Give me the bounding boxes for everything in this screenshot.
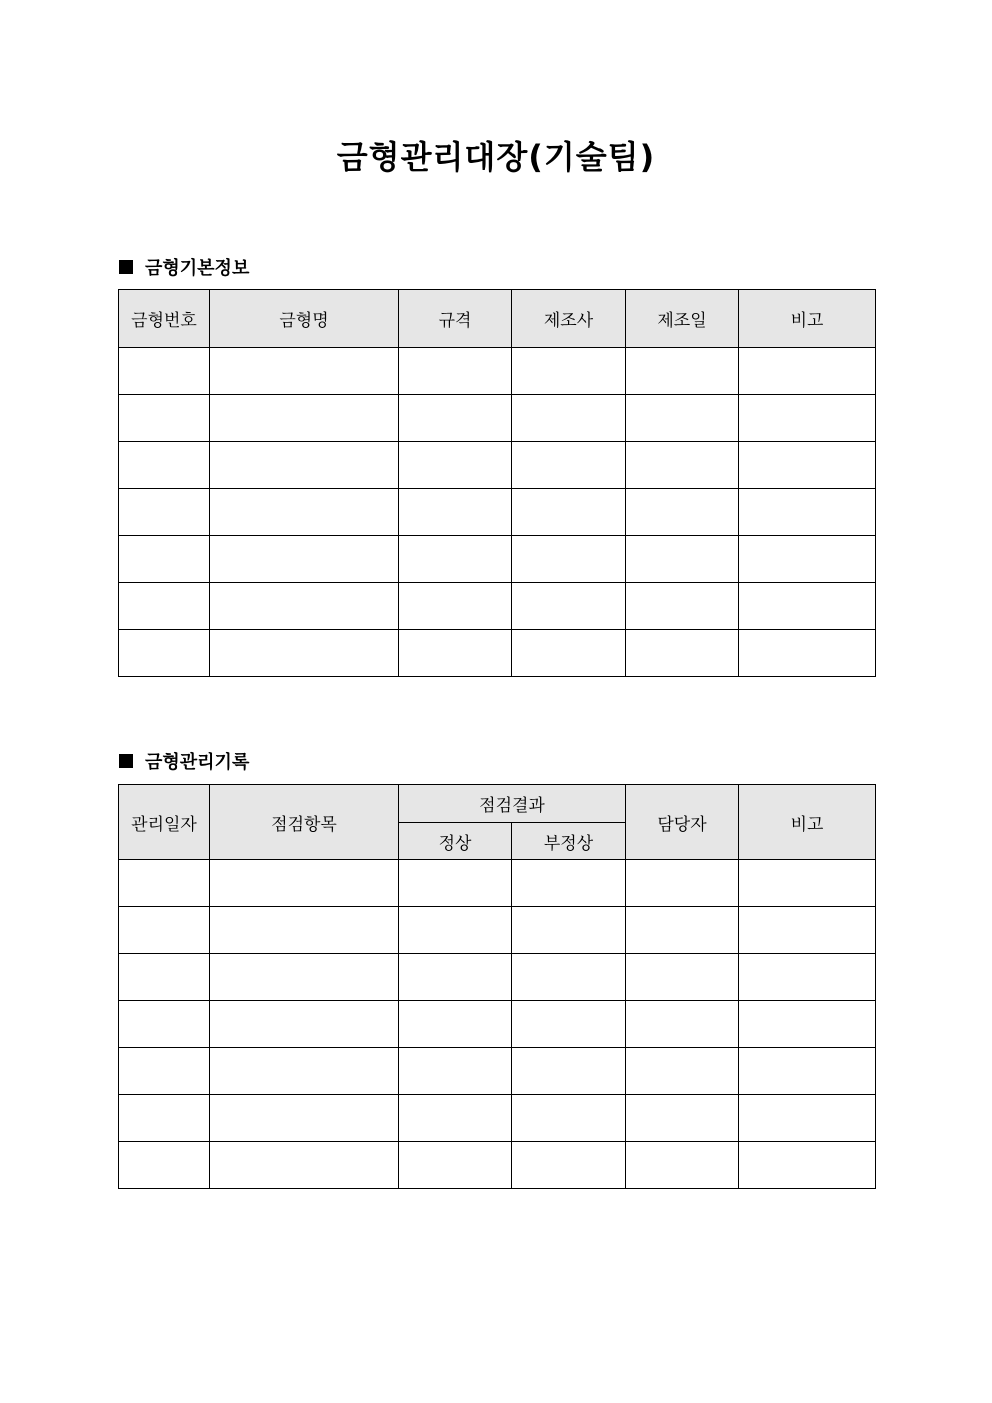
table-cell[interactable] [626,907,739,954]
table-cell[interactable] [399,860,512,907]
table-row [119,1001,876,1048]
table-cell[interactable] [210,536,399,583]
table-cell[interactable] [512,583,626,630]
header-note: 비고 [739,290,876,348]
table-cell[interactable] [512,536,626,583]
table-row [119,489,876,536]
table-cell[interactable] [210,1048,399,1095]
table-row [119,954,876,1001]
table-cell[interactable] [739,489,876,536]
table-cell[interactable] [739,1048,876,1095]
table-cell[interactable] [626,1001,739,1048]
square-bullet-icon [119,260,133,274]
table-cell[interactable] [739,395,876,442]
table-cell[interactable] [626,583,739,630]
table-row [119,348,876,395]
table-cell[interactable] [210,1142,399,1189]
table-cell[interactable] [210,1001,399,1048]
table-cell[interactable] [399,583,512,630]
table-cell[interactable] [512,630,626,677]
management-record-table [118,784,876,1189]
table-cell[interactable] [210,907,399,954]
table-cell[interactable] [512,489,626,536]
table-cell[interactable] [119,630,210,677]
table-cell[interactable] [119,1095,210,1142]
table-row [119,395,876,442]
table-cell[interactable] [739,583,876,630]
table-cell[interactable] [119,860,210,907]
header-spec: 규격 [399,290,512,348]
table-cell[interactable] [119,907,210,954]
table-row [119,442,876,489]
table-cell[interactable] [210,395,399,442]
table-cell[interactable] [119,536,210,583]
table-row [119,1048,876,1095]
header-inspection-result: 점검결과 [399,785,626,823]
header-mold-name: 금형명 [210,290,399,348]
table-cell[interactable] [119,954,210,1001]
table-cell[interactable] [512,442,626,489]
table-cell[interactable] [399,395,512,442]
table-row [119,860,876,907]
table-cell[interactable] [739,860,876,907]
table-row [119,583,876,630]
table-row [119,630,876,677]
table-cell[interactable] [399,1142,512,1189]
table-cell[interactable] [119,489,210,536]
table-cell[interactable] [210,348,399,395]
table-cell[interactable] [512,1001,626,1048]
table-cell[interactable] [119,583,210,630]
table-cell[interactable] [626,954,739,1001]
table-cell[interactable] [626,1095,739,1142]
table-cell[interactable] [512,1095,626,1142]
table-cell[interactable] [626,1142,739,1189]
table-cell[interactable] [210,630,399,677]
table-cell[interactable] [119,442,210,489]
header-note: 비고 [739,785,876,860]
table-cell[interactable] [512,954,626,1001]
table-cell[interactable] [210,489,399,536]
header-manufacture-date: 제조일 [626,290,739,348]
table-cell[interactable] [119,1048,210,1095]
table-cell[interactable] [399,907,512,954]
table-cell[interactable] [739,442,876,489]
table-cell[interactable] [512,1142,626,1189]
table-cell[interactable] [626,536,739,583]
table-cell[interactable] [119,348,210,395]
section-heading-label: 금형관리기록 [145,752,250,773]
table-header-row [119,290,876,348]
table-cell[interactable] [626,1048,739,1095]
table-row [119,1142,876,1189]
square-bullet-icon [119,754,133,768]
table-cell[interactable] [399,442,512,489]
table-cell[interactable] [626,442,739,489]
section-heading-basic-info [119,254,249,280]
table-cell[interactable] [512,860,626,907]
table-cell[interactable] [739,348,876,395]
table-cell[interactable] [739,1142,876,1189]
table-cell[interactable] [399,536,512,583]
table-cell[interactable] [119,395,210,442]
table-row [119,1095,876,1142]
header-abnormal: 부정상 [512,823,626,860]
table-cell[interactable] [626,348,739,395]
table-cell[interactable] [626,860,739,907]
table-cell[interactable] [210,442,399,489]
header-manager: 담당자 [626,785,739,860]
table-cell[interactable] [626,395,739,442]
table-cell[interactable] [399,630,512,677]
table-row [119,536,876,583]
table-cell[interactable] [739,1095,876,1142]
table-cell[interactable] [210,1095,399,1142]
table-cell[interactable] [399,1095,512,1142]
header-inspection-item: 점검항목 [210,785,399,860]
table-cell[interactable] [739,630,876,677]
table-cell[interactable] [739,1001,876,1048]
document-title: 금형관리대장(기술팀) [336,138,656,176]
basic-info-table [118,289,876,677]
header-mold-number: 금형번호 [119,290,210,348]
table-cell[interactable] [119,1142,210,1189]
table-header-row [119,785,876,823]
table-row [119,907,876,954]
table-cell[interactable] [399,348,512,395]
table-cell[interactable] [512,1048,626,1095]
table-cell[interactable] [210,954,399,1001]
section-heading-management-record [119,748,249,774]
table-cell[interactable] [739,907,876,954]
section-heading-label: 금형기본정보 [145,258,250,279]
header-manufacturer: 제조사 [512,290,626,348]
table-cell[interactable] [626,489,739,536]
table-cell[interactable] [512,907,626,954]
table-cell[interactable] [399,954,512,1001]
table-cell[interactable] [399,1001,512,1048]
table-cell[interactable] [399,489,512,536]
header-normal: 정상 [399,823,512,860]
table-cell[interactable] [512,348,626,395]
table-cell[interactable] [399,1048,512,1095]
table-cell[interactable] [739,536,876,583]
table-cell[interactable] [512,395,626,442]
table-cell[interactable] [210,583,399,630]
table-cell[interactable] [626,630,739,677]
table-cell[interactable] [119,1001,210,1048]
table-cell[interactable] [739,954,876,1001]
table-cell[interactable] [210,860,399,907]
header-management-date: 관리일자 [119,785,210,860]
